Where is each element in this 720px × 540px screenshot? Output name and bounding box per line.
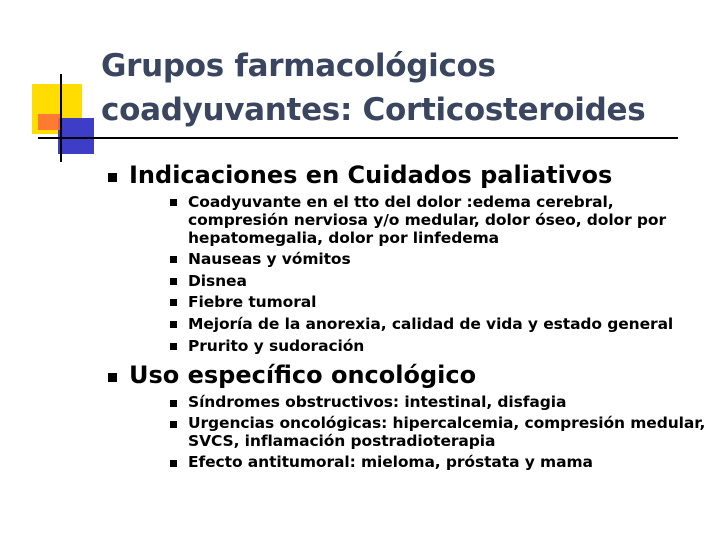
sub-bullet-icon (170, 400, 177, 407)
slide-title-line2: coadyuvantes: Corticosteroides (101, 92, 646, 128)
list-item: Prurito y sudoración (188, 337, 365, 355)
logo-blue-square (58, 118, 94, 154)
sub-bullet-icon (170, 278, 177, 285)
sub-bullet-icon (170, 421, 177, 428)
section-heading-uso-oncologico: Uso específico oncológico (129, 361, 477, 389)
list-item: Nauseas y vómitos (188, 250, 351, 268)
list-item: Mejoría de la anorexia, calidad de vida y estado general (188, 315, 674, 333)
list-item: Coadyuvante en el tto del dolor :edema cerebral, (188, 193, 614, 211)
list-item: Síndromes obstructivos: intestinal, disfagia (188, 393, 567, 411)
sub-bullet-icon (170, 299, 177, 306)
logo-vertical-line (60, 74, 62, 162)
section-heading-indicaciones: Indicaciones en Cuidados paliativos (129, 161, 613, 189)
list-item: Efecto antitumoral: mieloma, próstata y mama (188, 453, 593, 471)
logo-red-square (38, 114, 60, 130)
title-rule (38, 137, 678, 139)
slide-title (101, 44, 701, 132)
sub-bullet-icon (170, 256, 177, 263)
sub-bullet-icon (170, 199, 177, 206)
section-bullet-icon (108, 373, 117, 382)
sub-bullet-icon (170, 321, 177, 328)
list-item: Fiebre tumoral (188, 293, 317, 311)
slide-title-line1: Grupos farmacológicos (101, 48, 496, 84)
sub-bullet-icon (170, 343, 177, 350)
list-item-continuation: hepatomegalia, dolor por linfedema (188, 229, 500, 247)
list-item-continuation: compresión nerviosa y/o medular, dolor óseo, dolor por (188, 211, 667, 229)
list-item: Urgencias oncológicas: hipercalcemia, compresión medular, (188, 414, 706, 432)
list-item-continuation: SVCS, inflamación postradioterapia (188, 432, 496, 450)
section-bullet-icon (108, 173, 117, 182)
list-item: Disnea (188, 272, 247, 290)
sub-bullet-icon (170, 460, 177, 467)
